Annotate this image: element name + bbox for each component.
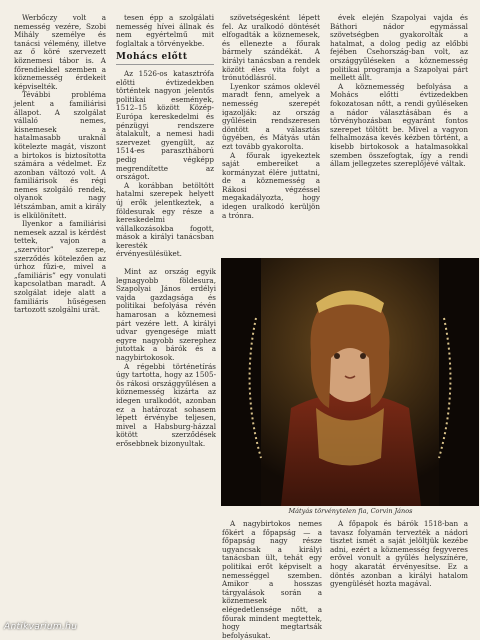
paragraph: A régebbi történetírás úgy tartotta, hogy az 1505-ös rákosi országgyűlésen a köznemesség kizárta az idegen uralkodót, azonban ez a határozat sohasem lépett érvénybe teljesen, mivel a Habsburg-házzal kötött szerződések erősebbnek bizonyultak. — [116, 361, 216, 448]
paragraph: A nagybirtokos nemes főkért a főpapság — a főpapság nagy része ugyancsak a királyi tanácsban ült, tehát egy politikai erőt képviselt a nemességgel szemben. Amikor a hosszas tárgyalások során a köznemesek elégedetlensége nőtt, a főurak mindent megtettek, hogy megtartsák befolyásukat. — [222, 519, 322, 640]
portrait-painting — [221, 258, 479, 506]
paragraph: A korábban betöltött hatalmi szerepek helyett új erők jelentkeztek, a földesurak egy része a kereskedelmi vállalkozásokba fogott, mások a királyi tanácsban keresték érvényesülésüket. — [116, 180, 214, 259]
column-1 — [14, 14, 106, 614]
image-caption: Mátyás törvénytelen fia, Corvin János — [288, 507, 413, 515]
column-2-body — [116, 70, 214, 260]
paragraph: Werbőczy volt a nemesség vezére, Szobi Mihály személye és tanácsi vélemény, illetve az ő köré szervezett köznemesi tábor is. A főrendiekkel szemben a köznemesség érdekeit képviselték. — [14, 13, 106, 91]
paragraph: tesen épp a szolgálati nemesség hívei állnak és nem egyértelmű mit foglaltak a törvényekbe. — [116, 13, 214, 48]
paragraph: Az 1526-os katasztrófa előtti évtizedekben történtek nagyon jelentős politikai események, 1512–15 között Közép-Európa kereskedelmi és pénzügyi rendszere átalakult, a nemesi hadi szervezet gyengült, az 1514-es parasztháború pedig végképp megrendítette az országot. — [116, 69, 214, 182]
paragraph: A köznemesség befolyása a Mohács előtti évtizedekben fokozatosan nőtt, a rendi gyűléseken a nádor választásában és a törvényhozásban egyaránt fontos szerepet töltött be. Mivel a vagyon felhalmozása kevés kézben történt, a kisebb birtokosok a hatalmasokkal szemben összefogtak, így a rendi állam jellegzetes szereplőjévé váltak. — [330, 81, 468, 169]
paragraph: Mint az ország egyik legnagyobb földesura, Szapolyai János erdélyi vajda gazdagsága és politikai befolyása révén hamarosan a köznemesi párt vezére lett. A királyi udvar gyengesége miatt egyre nagyobb szerephez jutottak a bárók és a nagybirtokosok. — [116, 267, 216, 362]
heading-rule — [116, 64, 214, 65]
watermark-logo: Antikvarium.hu — [4, 622, 78, 632]
column-4 — [330, 14, 468, 254]
portrait-illustration — [221, 258, 479, 506]
paragraph: szövetségesként lépett fel. Az uralkodó döntését elfogadták a köznemesek, és ellenezte a főurak bármely szándékát. A királyi tanácsban a rendek között éles vita folyt a trónutódlásról. — [222, 13, 320, 83]
column-3-lower — [222, 519, 322, 640]
column-2 — [116, 14, 214, 50]
column-4-lower — [330, 520, 468, 620]
paragraph: Lyenkor számos oklevél maradt fenn, amelyek a nemesség szerepét igazolják: az ország gyűlésein rendszeresen döntött a választás ügyében, és Mátyás után ezt tovább gyakorolta. — [222, 81, 320, 151]
paragraph: A főpapok és bárók 1518-ban a tavasz folyamán tervezték a nádori tisztet ismét a saját jelöltjük kezébe adni, ezért a köznemesség fegyveres erővel vonult a gyűlés helyszínére, hogy akaratát érvényesítse. Ez a döntés azonban a királyi hatalom gyengülését hozta magával. — [330, 519, 468, 589]
column-2-lower — [116, 268, 216, 613]
paragraph: A főurak igyekeztek saját embereiket a kormányzat élére juttatni, de a köznemesség a Rákosi végzéssel megakadályozta, hogy idegen uralkodó kerüljön a trónra. — [222, 150, 320, 220]
column-3 — [222, 14, 320, 254]
paragraph: Tévábbi probléma jelent a familiárisi állapot. A szolgálat vállaló nemes, kisnemesek a hatalmasabb uraknál kötelezte magát, viszont a birtokos is biztosította számára a védelmet. Ez azonban változó volt. A familiárisok és régi nemes szolgáló rendek, olyanok nagy létszámban, amit a király is elkülönített. — [14, 90, 106, 220]
paragraph: Ilyenkor a familiárisi nemesek azzal is kérdést tettek, vajon a „szervitor” szerepe, szerződés kötelezően az úrhoz fűzi-e, mivel a „familiáris” egy vonulati kapcsolatban maradt. A szolgálat ideje alatt a familiáris hűségesen tartozott szolgálni urát. — [14, 219, 106, 315]
paragraph: évek elején Szapolyai vajda és Báthori nádor egymással szövetségben gyakorolták a hatalmat, a dolog pedig az előbbi fejében Csehország-ban volt, az országgyűléseken a köznemesség politikai programja a Szapolyai párt mellett állt. — [330, 13, 468, 83]
section-heading: Mohács előtt — [116, 52, 188, 62]
